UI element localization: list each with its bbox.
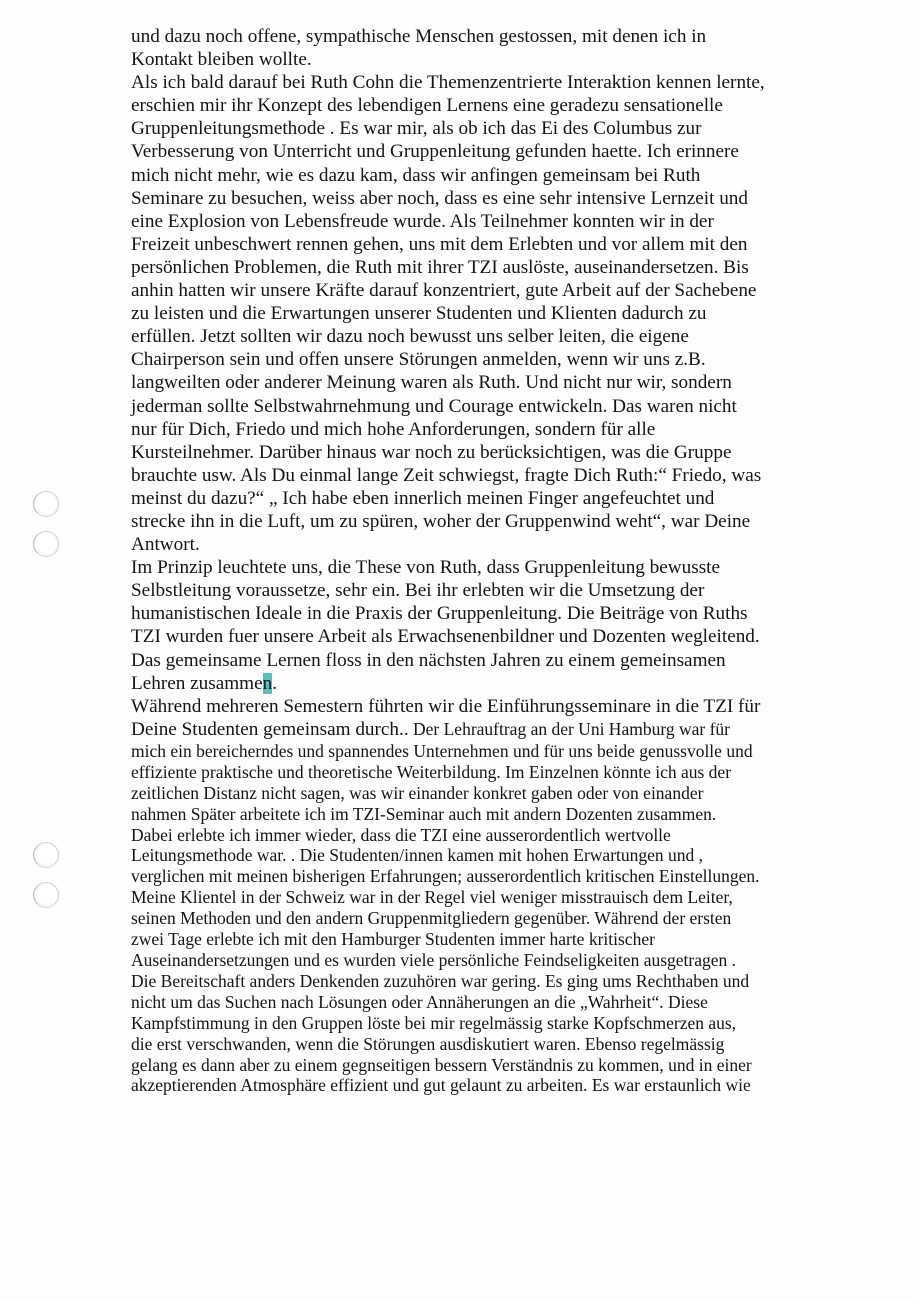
text-line: mich ein bereicherndes und spannendes Unternehmen und für uns beide genussvolle und (131, 740, 753, 761)
text-line: die erst verschwanden, wenn die Störungen ausdiskutiert waren. Ebenso regelmässig (131, 1033, 725, 1054)
text-line: TZI wurden fuer unsere Arbeit als Erwachsenenbildner und Dozenten wegleitend. (131, 626, 760, 648)
text-line: gelang es dann aber zu einem gegnseitigen bessern Verständnis zu kommen, und in einer (131, 1054, 752, 1075)
punch-hole-4 (33, 882, 59, 908)
text-line: brauchte usw. Als Du einmal lange Zeit schwiegst, fragte Dich Ruth:“ Friedo, was (131, 464, 762, 486)
text-line: verglichen mit meinen bisherigen Erfahrungen; ausserordentlich kritischen Einstellungen. (131, 866, 760, 887)
text-line-mixed-size (131, 718, 811, 741)
document-text (131, 25, 811, 1096)
text-line: zu leisten und die Erwartungen unserer Studenten und Klienten dadurch zu (131, 303, 707, 325)
text-line: Seminare zu besuchen, weiss aber noch, dass es eine sehr intensive Lernzeit und (131, 187, 748, 209)
text-line: Selbstleitung voraussetze, sehr ein. Bei ihr erlebten wir die Umsetzung der (131, 580, 705, 602)
text-line: humanistischen Ideale in die Praxis der Gruppenleitung. Die Beiträge von Ruths (131, 603, 748, 625)
text-line: Als ich bald darauf bei Ruth Cohn die Themenzentrierte Interaktion kennen lernte, (131, 72, 765, 94)
punch-hole-3 (33, 842, 59, 868)
text-line: strecke ihn in die Luft, um zu spüren, woher der Gruppenwind weht“, war Deine (131, 510, 751, 532)
text-line: zwei Tage erlebte ich mit den Hamburger Studenten immer harte kritischer (131, 929, 655, 950)
text-line: Chairperson sein und offen unsere Störungen anmelden, wenn wir uns z.B. (131, 349, 706, 371)
text-line: Verbesserung von Unterricht und Gruppenleitung gefunden haette. Ich erinnere (131, 141, 739, 163)
text-line: nicht um das Suchen nach Lösungen oder Annäherungen an die „Wahrheit“. Diese (131, 991, 708, 1012)
text-line: Meine Klientel in der Schweiz war in der Regel viel weniger misstrauisch dem Leiter, (131, 887, 733, 908)
text-line: eine Explosion von Lebensfreude wurde. Als Teilnehmer konnten wir in der (131, 210, 714, 232)
text-line: Kampfstimmung in den Gruppen löste bei mir regelmässig starke Kopfschmerzen aus, (131, 1012, 737, 1033)
text-line: Dabei erlebte ich immer wieder, dass die TZI eine ausserordentlich wertvolle (131, 824, 671, 845)
text-line: Leitungsmethode war. . Die Studenten/innen kamen mit hohen Erwartungen und , (131, 845, 704, 866)
text-line: meinst du dazu?“ „ Ich habe eben innerlich meinen Finger angefeuchtet und (131, 487, 715, 509)
paragraphs-small-type (131, 741, 811, 1096)
text-line: Im Prinzip leuchtete uns, die These von Ruth, dass Gruppenleitung bewusste (131, 557, 721, 579)
paragraphs-large-type (131, 25, 811, 741)
text-line: erschien mir ihr Konzept des lebendigen Lernens eine geradezu sensationelle (131, 95, 723, 117)
text-line: nahmen Später arbeitete ich im TZI-Seminar auch mit andern Dozenten zusammen. (131, 803, 717, 824)
text-line: seinen Methoden und den andern Gruppenmitgliedern gegenüber. Während der ersten (131, 908, 732, 929)
text-line: und dazu noch offene, sympathische Menschen gestossen, mit denen ich in (131, 26, 707, 47)
text-line: nur für Dich, Friedo und mich hohe Anforderungen, sondern für alle (131, 418, 656, 440)
text-line-with-highlight (131, 672, 811, 695)
text-line: mich nicht mehr, wie es dazu kam, dass wir anfingen gemeinsam bei Ruth (131, 164, 701, 186)
punch-hole-2 (33, 531, 59, 557)
punch-hole-1 (33, 491, 59, 517)
text-line: Kontakt bleiben wollte. (131, 49, 312, 71)
line-text-small: Der Lehrauftrag an der Uni Hamburg war für (408, 718, 730, 739)
text-line: anhin hatten wir unsere Kräfte darauf konzentriert, gute Arbeit auf der Sachebene (131, 280, 757, 302)
text-line: zeitlichen Distanz nicht sagen, was wir einander konkret gaben oder von einander (131, 782, 704, 803)
text-line: erfüllen. Jetzt sollten wir dazu noch bewusst uns selber leiten, die eigene (131, 326, 689, 348)
text-line: Das gemeinsame Lernen floss in den nächsten Jahren zu einem gemeinsamen (131, 649, 726, 671)
text-line: Gruppenleitungsmethode . Es war mir, als ob ich das Ei des Columbus zur (131, 118, 702, 140)
text-line: effiziente praktische und theoretische Weiterbildung. Im Einzelnen könnte ich aus der (131, 761, 732, 782)
line-text-large: Deine Studenten gemeinsam durch.. (131, 718, 409, 740)
line-text-after: . (272, 672, 277, 694)
text-line: Antwort. (131, 534, 200, 556)
text-line: jederman sollte Selbstwahrnehmung und Courage entwickeln. Das waren nicht (131, 395, 737, 417)
text-line: Auseinandersetzungen und es wurden viele persönliche Feindseligkeiten ausgetragen . (131, 949, 737, 970)
text-line: Während mehreren Semestern führten wir die Einführungsseminare in die TZI für (131, 695, 761, 717)
text-line: Kursteilnehmer. Darüber hinaus war noch zu berücksichtigen, was die Gruppe (131, 441, 732, 463)
text-selection-highlight: n (262, 672, 273, 694)
text-line: Freizeit unbeschwert rennen gehen, uns mit dem Erlebten und vor allem mit den (131, 233, 748, 255)
text-line: akzeptierenden Atmosphäre effizient und gut gelaunt zu arbeiten. Es war erstaunlich wie (131, 1075, 751, 1096)
line-text-before: Lehren zusamme (131, 672, 263, 694)
text-line: Die Bereitschaft anders Denkenden zuzuhören war gering. Es ging ums Rechthaben und (131, 970, 750, 991)
text-line: persönlichen Problemen, die Ruth mit ihrer TZI auslöste, auseinandersetzen. Bis (131, 256, 749, 278)
text-line: langweilten oder anderer Meinung waren als Ruth. Und nicht nur wir, sondern (131, 372, 732, 394)
